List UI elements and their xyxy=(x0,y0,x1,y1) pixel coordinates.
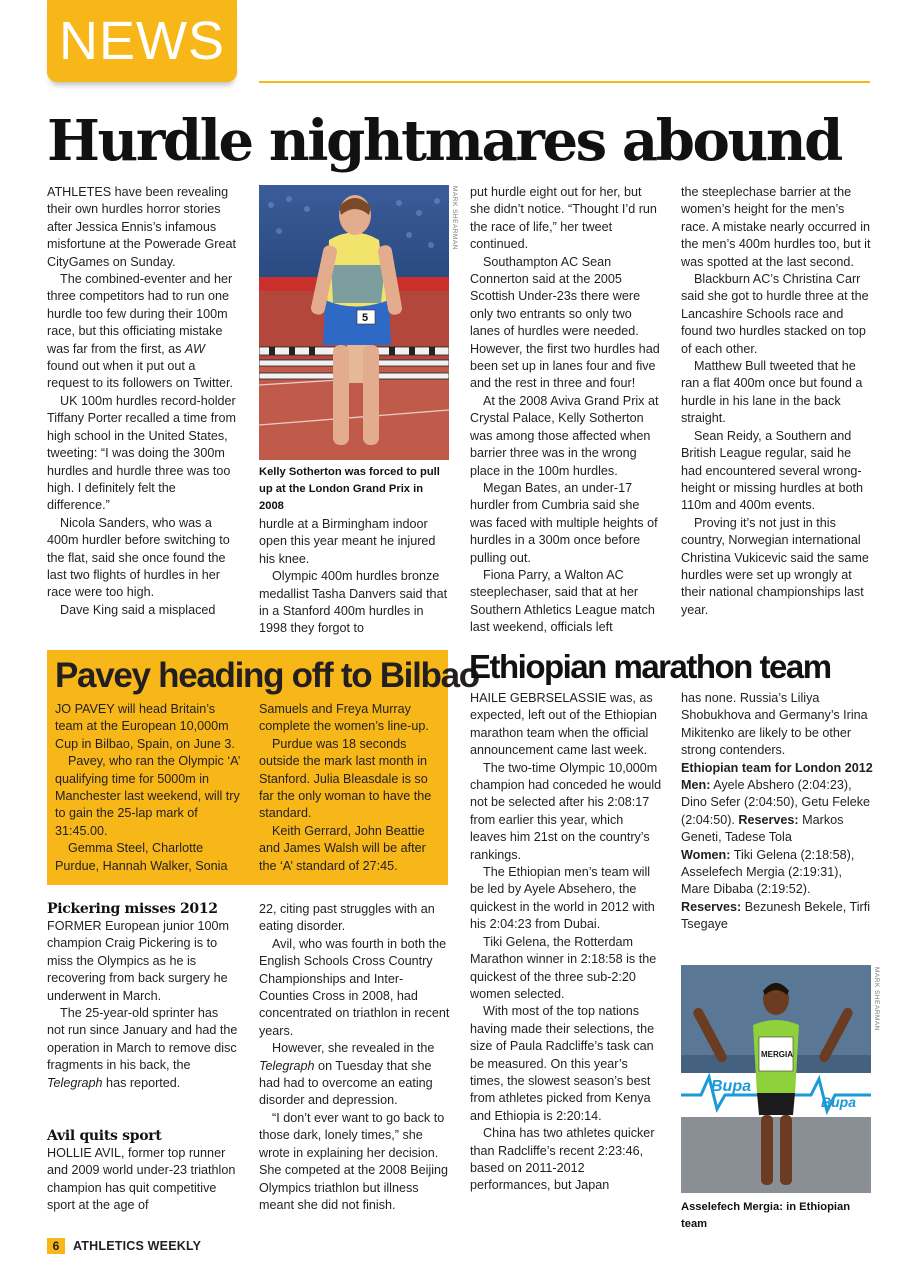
paragraph: The Ethiopian men’s team will be led by Ayele Absehero, the quickest in the world in 2012 with his 2:04:23 from Dubai. xyxy=(470,865,655,932)
photo-credit: MARK SHEARMAN xyxy=(451,186,458,250)
page-number: 6 xyxy=(47,1238,65,1254)
paragraph: At the 2008 Aviva Grand Prix at Crystal Palace, Kelly Sotherton was among those affected when barrier three was in the wrong place in the 100m hurdles. xyxy=(470,393,659,478)
paragraph: the steeplechase barrier at the women’s height for the men’s race. A mistake nearly occurred in the men’s 400m hurdles too, but it was spotted at the last second. xyxy=(681,185,871,269)
team-list-women: Women: Tiki Gelena (2:18:58), Asselefech Mergia (2:19:31), Mare Dibaba (2:19:52). Reserves: Bezunesh Bekele, Tirfi Tsegaye xyxy=(681,847,871,932)
paragraph: HOLLIE AVIL, former top runner and 2009 world under-23 triathlon champion has quit competitive sport at the age of xyxy=(47,1146,236,1213)
paragraph: FORMER European junior 100m champion Craig Pickering is to miss the Olympics as he is recovering from back surgery he underwent in March. xyxy=(47,919,229,1003)
avil-body-col-2 xyxy=(259,901,451,1214)
photo-asselefech-mergia xyxy=(681,965,871,1193)
svg-text:Bupa: Bupa xyxy=(821,1094,856,1110)
paragraph: has none. Russia’s Liliya Shobukhova and Germany’s Irina Mikitenko are likely to be other strong contenders. xyxy=(681,691,868,758)
main-story-col-4 xyxy=(681,184,875,619)
pavey-col-2 xyxy=(259,701,443,875)
paragraph: The two-time Olympic 10,000m champion had conceded he would not be selected after his 2:08:17 from earlier this year, which leaves him 21st on the country’s rankings. xyxy=(470,760,662,862)
paragraph: China has two athletes quicker than Radcliffe’s recent 2:23:46, based on 2011-2012 performances, but Japan xyxy=(470,1126,655,1193)
paragraph: Keith Gerrard, John Beattie and James Walsh will be after the ‘A’ standard of 27:45. xyxy=(259,823,426,873)
paragraph: ATHLETES have been revealing their own hurdles horror stories after Jessica Ennis’s infamous misfortune at the Powerade Great CityGames on Sunday. xyxy=(47,185,237,269)
svg-text:MERGIA: MERGIA xyxy=(761,1050,793,1059)
pickering-body xyxy=(47,918,239,1092)
paragraph: Blackburn AC’s Christina Carr said she got to hurdle three at the Lancashire Schools race and found two hurdles stacked on top of each other. xyxy=(681,272,869,356)
paragraph: “I don’t ever want to go back to those dark, lonely times,” she wrote in explaining her decision. She competed at the 2008 Beijing Olympics triathlon but illness meant she did not finish. xyxy=(259,1110,449,1212)
pickering-story xyxy=(47,900,239,1092)
main-story-col-3 xyxy=(470,184,662,637)
paragraph: Southampton AC Sean Connerton said at the 2005 Scottish Under-23s there were only two entrants so only two lanes of hurdles were needed. However, the first two hurdles had been set up in lanes four and five and the rest in three and four! xyxy=(470,254,660,391)
ethiopia-headline: Ethiopian marathon team xyxy=(469,648,831,685)
publication-name: ATHLETICS WEEKLY xyxy=(73,1239,202,1253)
paragraph: Dave King said a misplaced xyxy=(60,602,216,617)
paragraph: Sean Reidy, a Southern and British League regular, said he had encountered several wrong-height or missing hurdles at both 110m and 400m events. xyxy=(681,428,864,513)
section-tab xyxy=(47,0,237,82)
paragraph: UK 100m hurdles record-holder Tiffany Porter recalled a time from high school in the United States, tweeting: “I was doing the 300m hurdles and hurdle three was too high. I definitely felt the difference.” xyxy=(47,393,236,513)
photo-kelly-sotherton-illustration xyxy=(259,185,449,460)
paragraph: JO PAVEY will head Britain’s team at the European 10,000m Cup in Bilbao, Spain, on June 3. xyxy=(55,702,235,751)
paragraph: Fiona Parry, a Walton AC steeplechaser, said that at her Southern Athletics League match last weekend, officials left xyxy=(470,567,655,635)
paragraph: The combined-eventer and her three competitors had to run one hurdle too few during their 100m race, but this officiating mistake was far from the first, as AW found out when it put out a request to its followers on Twitter. xyxy=(47,272,233,391)
pickering-headline: Pickering misses 2012 xyxy=(47,901,218,917)
paragraph: With most of the top nations having made their selections, the size of Paula Radcliffe’s task can be measured. On this year’s times, the slowest season’s best from athletes picked from Kenya and Ethiopia is 2:20:14. xyxy=(470,1004,655,1123)
paragraph: However, she revealed in the Telegraph on Tuesday that she had had to overcome an eating disorder and depression. xyxy=(259,1041,435,1108)
photo-credit: MARK SHEARMAN xyxy=(873,967,880,1031)
ethiopia-col-1 xyxy=(470,690,662,1195)
top-rule xyxy=(259,81,870,83)
photo-caption: Kelly Sotherton was forced to pull up at the London Grand Prix in 2008 xyxy=(259,466,440,512)
svg-text:5: 5 xyxy=(362,312,369,324)
pavey-headline: Pavey heading off to Bilbao xyxy=(55,656,479,695)
main-story-col-2 xyxy=(259,516,451,638)
team-list-title: Ethiopian team for London 2012 xyxy=(681,760,873,775)
photo-kelly-sotherton xyxy=(259,185,449,460)
main-headline: Hurdle nightmares abound xyxy=(47,108,841,174)
paragraph: Samuels and Freya Murray complete the women’s line-up. xyxy=(259,702,429,734)
paragraph: Nicola Sanders, who was a 400m hurdler before switching to the flat, said she once found the last two flights of hurdles in her race were too high. xyxy=(47,515,230,600)
paragraph: Proving it’s not just in this country, Norwegian international Christina Vukicevic said the same hurdles were set up wrongly at their national championships last year. xyxy=(681,515,869,617)
paragraph: Matthew Bull tweeted that he ran a flat 400m once but found a hurdle in his lane in the back straight. xyxy=(681,359,863,426)
paragraph: hurdle at a Birmingham indoor open this year meant he injured his knee. xyxy=(259,517,436,566)
paragraph: Pavey, who ran the Olympic ‘A’ qualifying time for 5000m in Manchester last weekend, will try to gain the 25-lap mark of 31:45.00. xyxy=(55,754,240,838)
team-list-men: Men: Ayele Abshero (2:04:23), Dino Sefer (2:04:50), Getu Feleke (2:04:50). Reserves: Markos Geneti, Tadese Tola xyxy=(681,778,871,845)
paragraph: Purdue was 18 seconds outside the mark last month in Stanford. Julia Bleasdale is so far the only woman to have the standard. xyxy=(259,736,432,821)
main-story-col-1 xyxy=(47,184,239,619)
paragraph: 22, citing past struggles with an eating disorder. xyxy=(259,902,435,934)
paragraph: HAILE GEBRSELASSIE was, as expected, left out of the Ethiopian marathon team when the official announcement came last week. xyxy=(470,691,657,758)
photo-caption: Asselefech Mergia: in Ethiopian team xyxy=(681,1201,851,1230)
ethiopia-col-2 xyxy=(681,690,873,934)
paragraph: Megan Bates, an under-17 hurdler from Cumbria said she was faced with multiple heights of hurdles in a 300m once before pulling out. xyxy=(470,480,658,565)
paragraph: Tiki Gelena, the Rotterdam Marathon winner in 2:18:58 is the quickest of the three sub-2:20 women selected. xyxy=(470,934,657,1001)
pavey-col-1 xyxy=(55,701,245,875)
photo-asselefech-mergia-illustration xyxy=(681,965,871,1193)
section-tab-label: NEWS xyxy=(59,11,225,71)
paragraph: Avil, who was fourth in both the English Schools Cross Country Championships and Inter-Counties Cross in 2008, had concentrated on triathlon in recent years. xyxy=(259,936,450,1038)
paragraph: Olympic 400m hurdles bronze medallist Tasha Danvers said that in a Stanford 400m hurdles in 1998 they forgot to xyxy=(259,569,448,636)
avil-headline: Avil quits sport xyxy=(47,1128,162,1144)
avil-body-col-1 xyxy=(47,1145,239,1215)
svg-text:Bupa: Bupa xyxy=(711,1078,751,1095)
paragraph: put hurdle eight out for her, but she didn’t notice. “Thought I’d run the race of life,” her tweet continued. xyxy=(470,185,657,252)
paragraph: Gemma Steel, Charlotte Purdue, Hannah Walker, Sonia xyxy=(55,841,228,873)
paragraph: The 25-year-old sprinter has not run since January and had the operation in March to remove disc fragments in his back, the Telegraph has reported. xyxy=(47,1006,238,1090)
avil-story xyxy=(47,1127,239,1215)
